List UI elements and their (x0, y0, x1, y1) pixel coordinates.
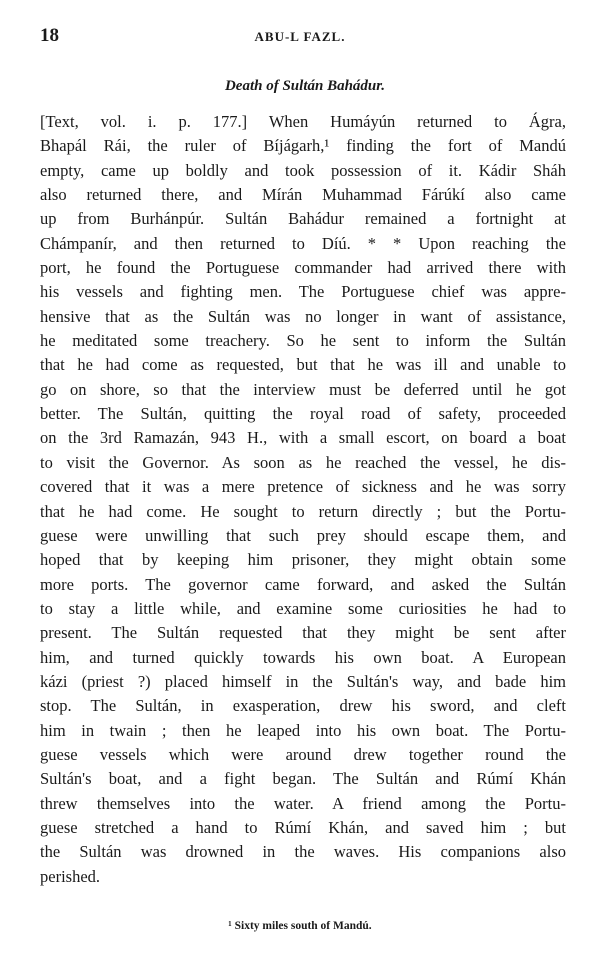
text-line: to visit the Governor. As soon as he reached the vessel, he dis- (40, 452, 566, 472)
text-line: up from Burhánpúr. Sultán Bahádur remained a fortnight at (40, 209, 566, 229)
text-line: the Sultán was drowned in the waves. His companions also (40, 842, 566, 862)
text-line: on the 3rd Ramazán, 943 H., with a small escort, on board a boat (40, 428, 566, 448)
text-line: present. The Sultán requested that they might be sent after (40, 623, 566, 643)
text-line: guese vessels which were around drew together round the (40, 744, 566, 764)
running-head: ABU-L FAZL. (254, 29, 346, 44)
text-line: also returned there, and Mírán Muhammad Fárúkí also came (40, 185, 566, 205)
text-line: him, and turned quickly towards his own boat. A European (40, 647, 566, 667)
text-line: empty, came up boldly and took possession of it. Kádir Sháh (40, 160, 566, 180)
text-line: Sultán's boat, and a fight began. The Sultán and Rúmí Khán (40, 769, 566, 789)
text-line: guese were unwilling that such prey should escape them, and (40, 525, 566, 545)
text-line: he meditated some treachery. So he sent to inform the Sultán (40, 331, 566, 351)
text-line: hoped that by keeping him prisoner, they might obtain some (40, 550, 566, 570)
section-title: Death of Sultán Bahádur. (224, 78, 386, 94)
text-line: go on shore, so that the interview must be deferred until he got (40, 379, 566, 399)
text-line: stop. The Sultán, in exasperation, drew his sword, and cleft (40, 696, 566, 716)
text-line: threw themselves into the water. A friend among the Portu- (40, 793, 566, 813)
text-line: perished. (40, 866, 101, 886)
text-line: [Text, vol. i. p. 177.] When Humáyún returned to Ágra, (40, 112, 566, 131)
text-line: port, he found the Portuguese commander had arrived there with (40, 258, 566, 278)
text-line: more ports. The governor came forward, and asked the Sultán (40, 574, 566, 594)
text-line: kázi (priest ?) placed himself in the Sultán's way, and bade him (40, 671, 566, 691)
page-number: 18 (40, 25, 59, 46)
footnote: ¹ Sixty miles south of Mandú. (228, 920, 372, 932)
text-line: to stay a little while, and examine some curiosities he had to (40, 598, 566, 618)
text-line: his vessels and fighting men. The Portuguese chief was appre- (40, 282, 566, 302)
text-line: Chámpanír, and then returned to Díú. * * Upon reaching the (40, 233, 566, 253)
text-line: hensive that as the Sultán was no longer in want of assistance, (40, 306, 566, 326)
text-line: him in twain ; then he leaped into his own boat. The Portu- (40, 720, 566, 740)
text-line: that he had come. He sought to return directly ; but the Portu- (40, 501, 566, 521)
text-line: covered that it was a mere pretence of sickness and he was sorry (40, 477, 566, 497)
text-line: that he had come as requested, but that he was ill and unable to (40, 355, 566, 375)
text-line: Bhapál Rái, the ruler of Bíjágarh,¹ finding the fort of Mandú (40, 136, 566, 156)
text-line: guese stretched a hand to Rúmí Khán, and saved him ; but (40, 817, 566, 837)
text-line: better. The Sultán, quitting the royal road of safety, proceeded (40, 404, 566, 424)
body-paragraph (40, 110, 566, 889)
